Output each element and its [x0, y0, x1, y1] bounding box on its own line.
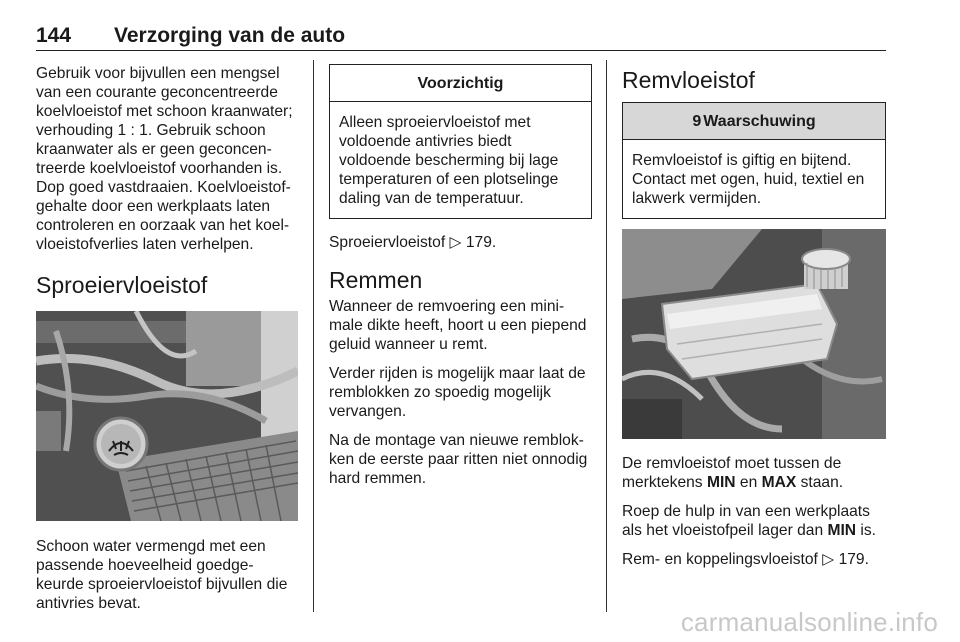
section-heading-brake-fluid: Remvloeistof	[622, 67, 755, 93]
arrow-ref-icon: ▷	[449, 234, 462, 251]
warning-icon: 9	[692, 112, 702, 130]
max-mark-label: MAX	[761, 474, 797, 491]
warning-box	[622, 102, 886, 219]
coolant-instructions: Gebruik voor bijvullen een mengsel van een courante geconcentreerde koelvloeistof met schoon kraanwater; verhouding 1 : 1. Gebruik schoon kraanwater als er geen geconcen-treerde koelvloeistof voorhanden is. Dop goed vastdraaien. Koelvloeistof-gehalte door een werkplaats laten controleren en oorzaak van het koel-vloeistofverlies laten verhelpen.	[36, 65, 293, 253]
arrow-ref-icon: ▷	[822, 551, 835, 568]
page-number: 144	[36, 24, 72, 47]
warning-text: Remvloeistof is giftig en bijtend. Contact met ogen, huid, textiel en lakwerk vermijden.	[632, 152, 865, 207]
column-middle	[329, 64, 592, 498]
warning-title: Waarschuwing	[703, 112, 816, 130]
column-left	[36, 64, 298, 623]
min-mark-label: MIN	[827, 522, 857, 539]
column-right	[622, 64, 886, 579]
workshop-text-part: is.	[860, 522, 876, 539]
page-header	[36, 20, 886, 51]
xref-page: 179.	[465, 234, 497, 251]
brake-fluid-photo	[622, 229, 886, 439]
level-text-part: en	[739, 474, 758, 491]
column-divider	[606, 60, 607, 612]
level-text-part: staan.	[800, 474, 844, 491]
warning-header	[623, 103, 885, 140]
section-heading-brakes: Remmen	[329, 267, 423, 293]
watermark: carmanualsonline.info	[680, 607, 938, 637]
page-title: Verzorging van de auto	[114, 24, 346, 47]
caution-box	[329, 64, 592, 219]
column-divider	[313, 60, 314, 612]
washer-fluid-caption: Schoon water vermengd met een passende hoeveelheid goedge-keurde sproeiervloeistof bijvullen die antivries bevat.	[36, 538, 288, 612]
brakes-paragraph-2: Verder rijden is mogelijk maar laat de remblokken zo spoedig mogelijk vervangen.	[329, 365, 586, 420]
caution-title: Voorzichtig	[330, 65, 591, 102]
brake-fluid-workshop-text	[622, 502, 886, 540]
washer-fluid-photo	[36, 311, 298, 521]
caution-text: Alleen sproeiervloeistof met voldoende antivries biedt voldoende bescherming bij lage temperaturen of een plotselinge daling van de temperatuur.	[339, 114, 559, 207]
xref-label: Sproeiervloeistof	[329, 234, 446, 251]
workshop-text-part: Roep de hulp in van een werkplaats als het vloeistofpeil lager dan	[622, 503, 870, 539]
brake-fluid-level-text	[622, 454, 886, 492]
washer-fluid-xref	[329, 233, 592, 252]
min-mark-label: MIN	[706, 474, 736, 491]
brake-fluid-xref	[622, 550, 886, 569]
brakes-paragraph-1: Wanneer de remvoering een mini-male dikte heeft, hoort u een piepend geluid wanneer u remt.	[329, 298, 587, 353]
brakes-paragraph-3: Na de montage van nieuwe remblok-ken de eerste paar ritten niet onnodig hard remmen.	[329, 432, 588, 487]
xref-label: Rem- en koppelingsvloeistof	[622, 551, 818, 568]
level-text-part: De remvloeistof moet tussen de merktekens	[622, 455, 842, 491]
section-heading-washer-fluid: Sproeiervloeistof	[36, 272, 208, 298]
xref-page: 179.	[838, 551, 869, 568]
